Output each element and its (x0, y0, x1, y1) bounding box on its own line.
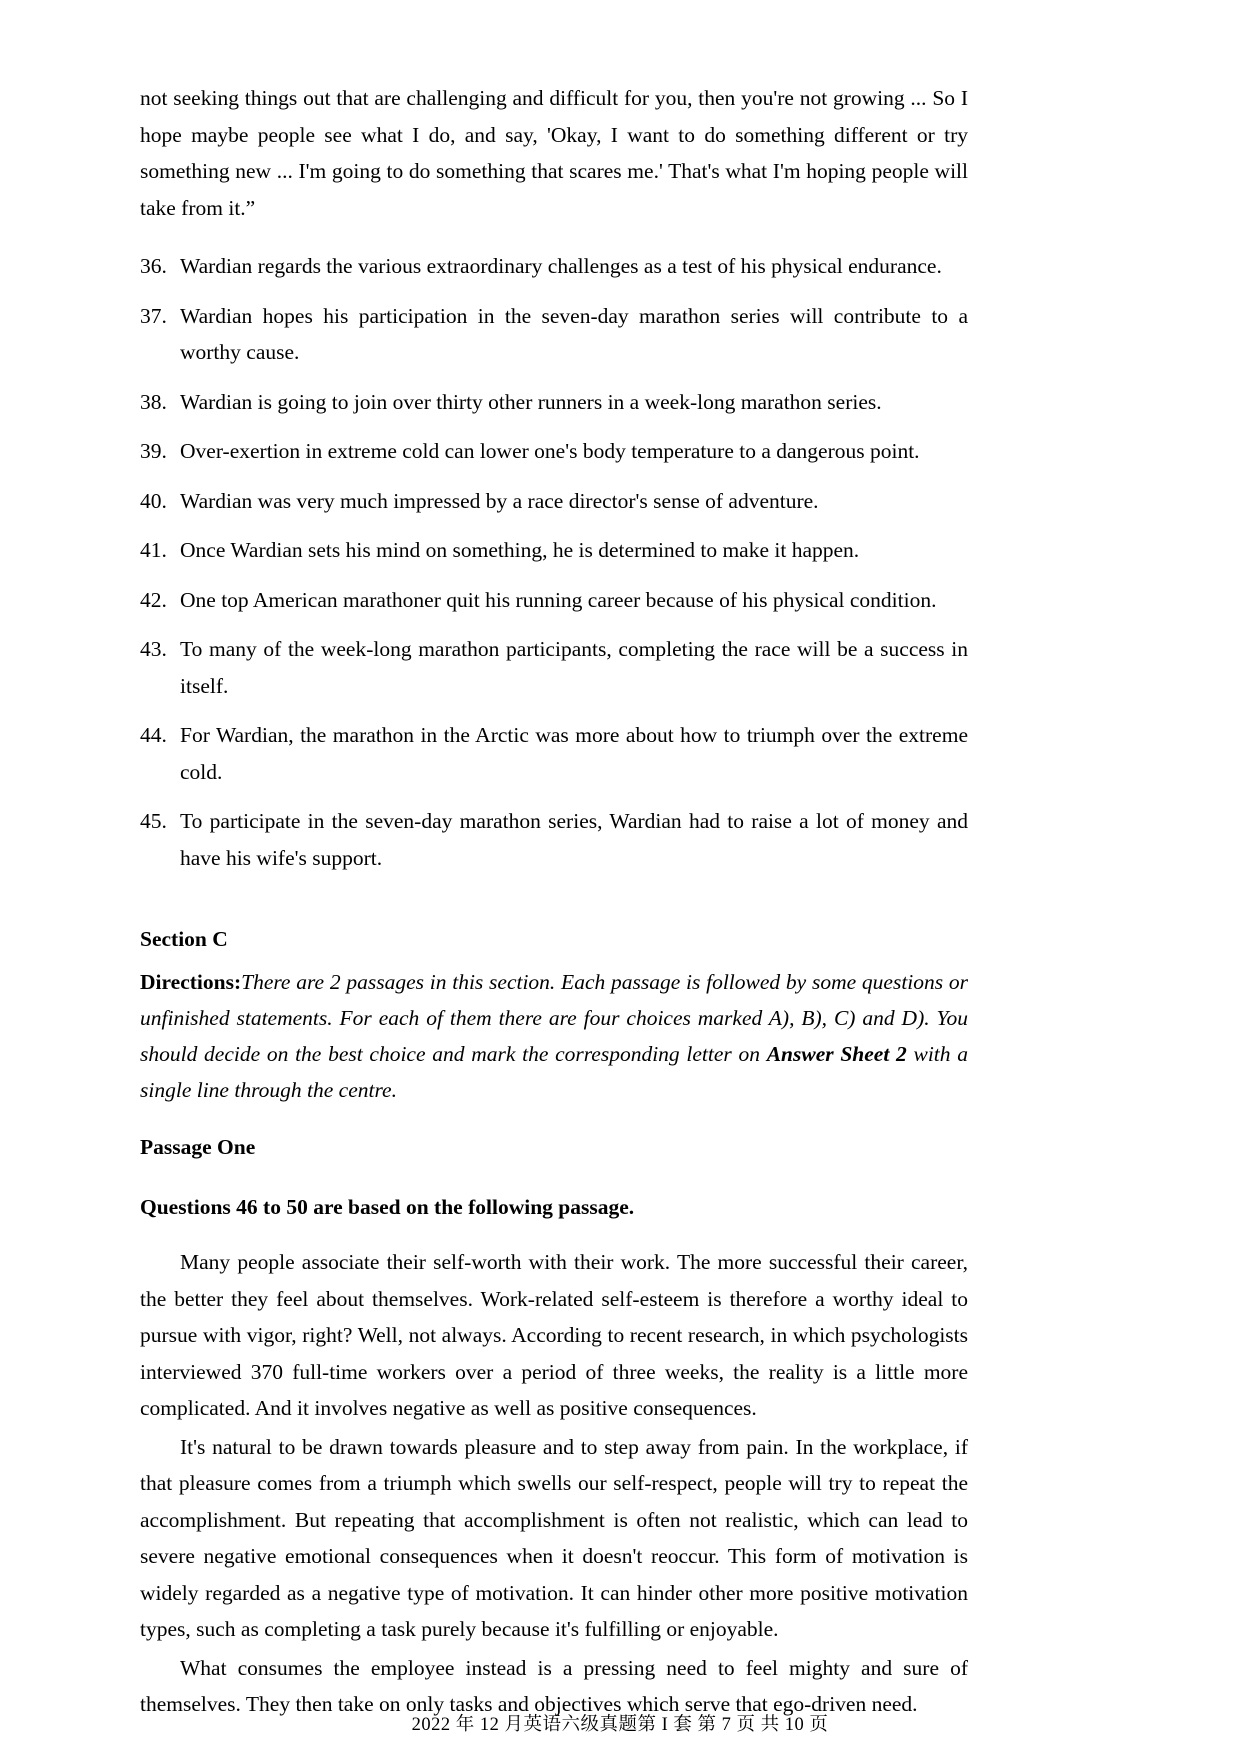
statement-number: 45. (140, 809, 167, 833)
statement-item-44 (140, 717, 968, 790)
directions-block (140, 964, 968, 1108)
statement-number: 43. (140, 637, 167, 661)
statement-text: For Wardian, the marathon in the Arctic was more about how to triumph over the extreme cold. (180, 723, 968, 784)
statement-number: 42. (140, 587, 167, 612)
quote-continuation-block (140, 0, 968, 226)
statement-text: To participate in the seven-day marathon series, Wardian had to raise a lot of money and have his wife's support. (180, 809, 968, 870)
page-footer: 2022 年 12 月英语六级真题第 I 套 第 7 页 共 10 页 (411, 1715, 829, 1735)
passage-paragraph-2: It's natural to be drawn towards pleasure and to step away from pain. In the workplace, if that pleasure comes from a triumph which swells our self-respect, people will try to repeat the accomplishment. But repeating that accomplishment is often not realistic, which can lead to severe negative emotional consequences when it doesn't reoccur. This form of motivation is widely regarded as a negative type of motivation. It can hinder other more positive motivation types, such as completing a task purely because it's fulfilling or enjoyable. (140, 1434, 968, 1641)
passage-body (140, 1244, 968, 1723)
questions-range-heading: Questions 46 to 50 are based on the following passage. (140, 1195, 635, 1219)
statement-item-36 (140, 248, 968, 285)
statement-text: To many of the week-long marathon participants, completing the race will be a success in itself. (180, 637, 968, 698)
quote-continuation-text: not seeking things out that are challenging and difficult for you, then you're not growing ... So I hope maybe people see what I do, and say, 'Okay, I want to do something different or try something new ... I'm going to do something that scares me.' That's what I'm hoping people will take from it.” (140, 86, 968, 220)
statement-text: Wardian was very much impressed by a race director's sense of adventure. (180, 488, 819, 513)
statement-item-39 (140, 433, 968, 470)
statement-item-37 (140, 298, 968, 371)
statement-item-42 (140, 582, 968, 619)
statement-text: Wardian regards the various extraordinary challenges as a test of his physical endurance. (180, 254, 942, 278)
directions-text-part2: with a single line through the centre. (140, 1042, 968, 1102)
section-c-heading: Section C (140, 927, 228, 951)
statement-item-38 (140, 384, 968, 421)
statement-number: 41. (140, 538, 167, 562)
passage-paragraph-3: What consumes the employee instead is a pressing need to feel mighty and sure of themselves. They then take on only tasks and objectives which serve that ego-driven need. (140, 1655, 968, 1716)
statement-number: 37. (140, 303, 167, 328)
statement-number: 40. (140, 488, 167, 513)
directions-label: Directions: (140, 970, 242, 994)
statement-list (140, 248, 968, 876)
passage-one-heading: Passage One (140, 1135, 256, 1159)
answer-sheet-reference: Answer Sheet 2 (766, 1042, 907, 1066)
statement-number: 44. (140, 723, 167, 747)
statement-item-41 (140, 532, 968, 569)
statement-text: Once Wardian sets his mind on something, he is determined to make it happen. (180, 538, 860, 562)
statement-number: 36. (140, 254, 167, 278)
statement-text: One top American marathoner quit his running career because of his physical condition. (180, 587, 937, 612)
exam-page (140, 0, 968, 1754)
statement-text: Wardian is going to join over thirty other runners in a week-long marathon series. (180, 389, 882, 414)
statement-text: Wardian hopes his participation in the seven-day marathon series will contribute to a worthy cause. (180, 303, 968, 364)
statement-item-45 (140, 803, 968, 876)
statement-number: 38. (140, 389, 167, 414)
statement-text: Over-exertion in extreme cold can lower one's body temperature to a dangerous point. (180, 439, 920, 463)
statement-item-43 (140, 631, 968, 704)
directions-text-part1: There are 2 passages in this section. Each passage is followed by some questions or unfinished statements. For each of them there are four choices marked A), B), C) and D). You should decide on the best choice and mark the corresponding letter on (140, 970, 968, 1066)
passage-paragraph-1: Many people associate their self-worth with their work. The more successful their career, the better they feel about themselves. Work-related self-esteem is therefore a worthy ideal to pursue with vigor, right? Well, not always. According to recent research, in which psychologists interviewed 370 full-time workers over a period of three weeks, the reality is a little more complicated. And it involves negative as well as positive consequences. (140, 1250, 968, 1420)
statement-number: 39. (140, 439, 167, 463)
statement-item-40 (140, 483, 968, 520)
